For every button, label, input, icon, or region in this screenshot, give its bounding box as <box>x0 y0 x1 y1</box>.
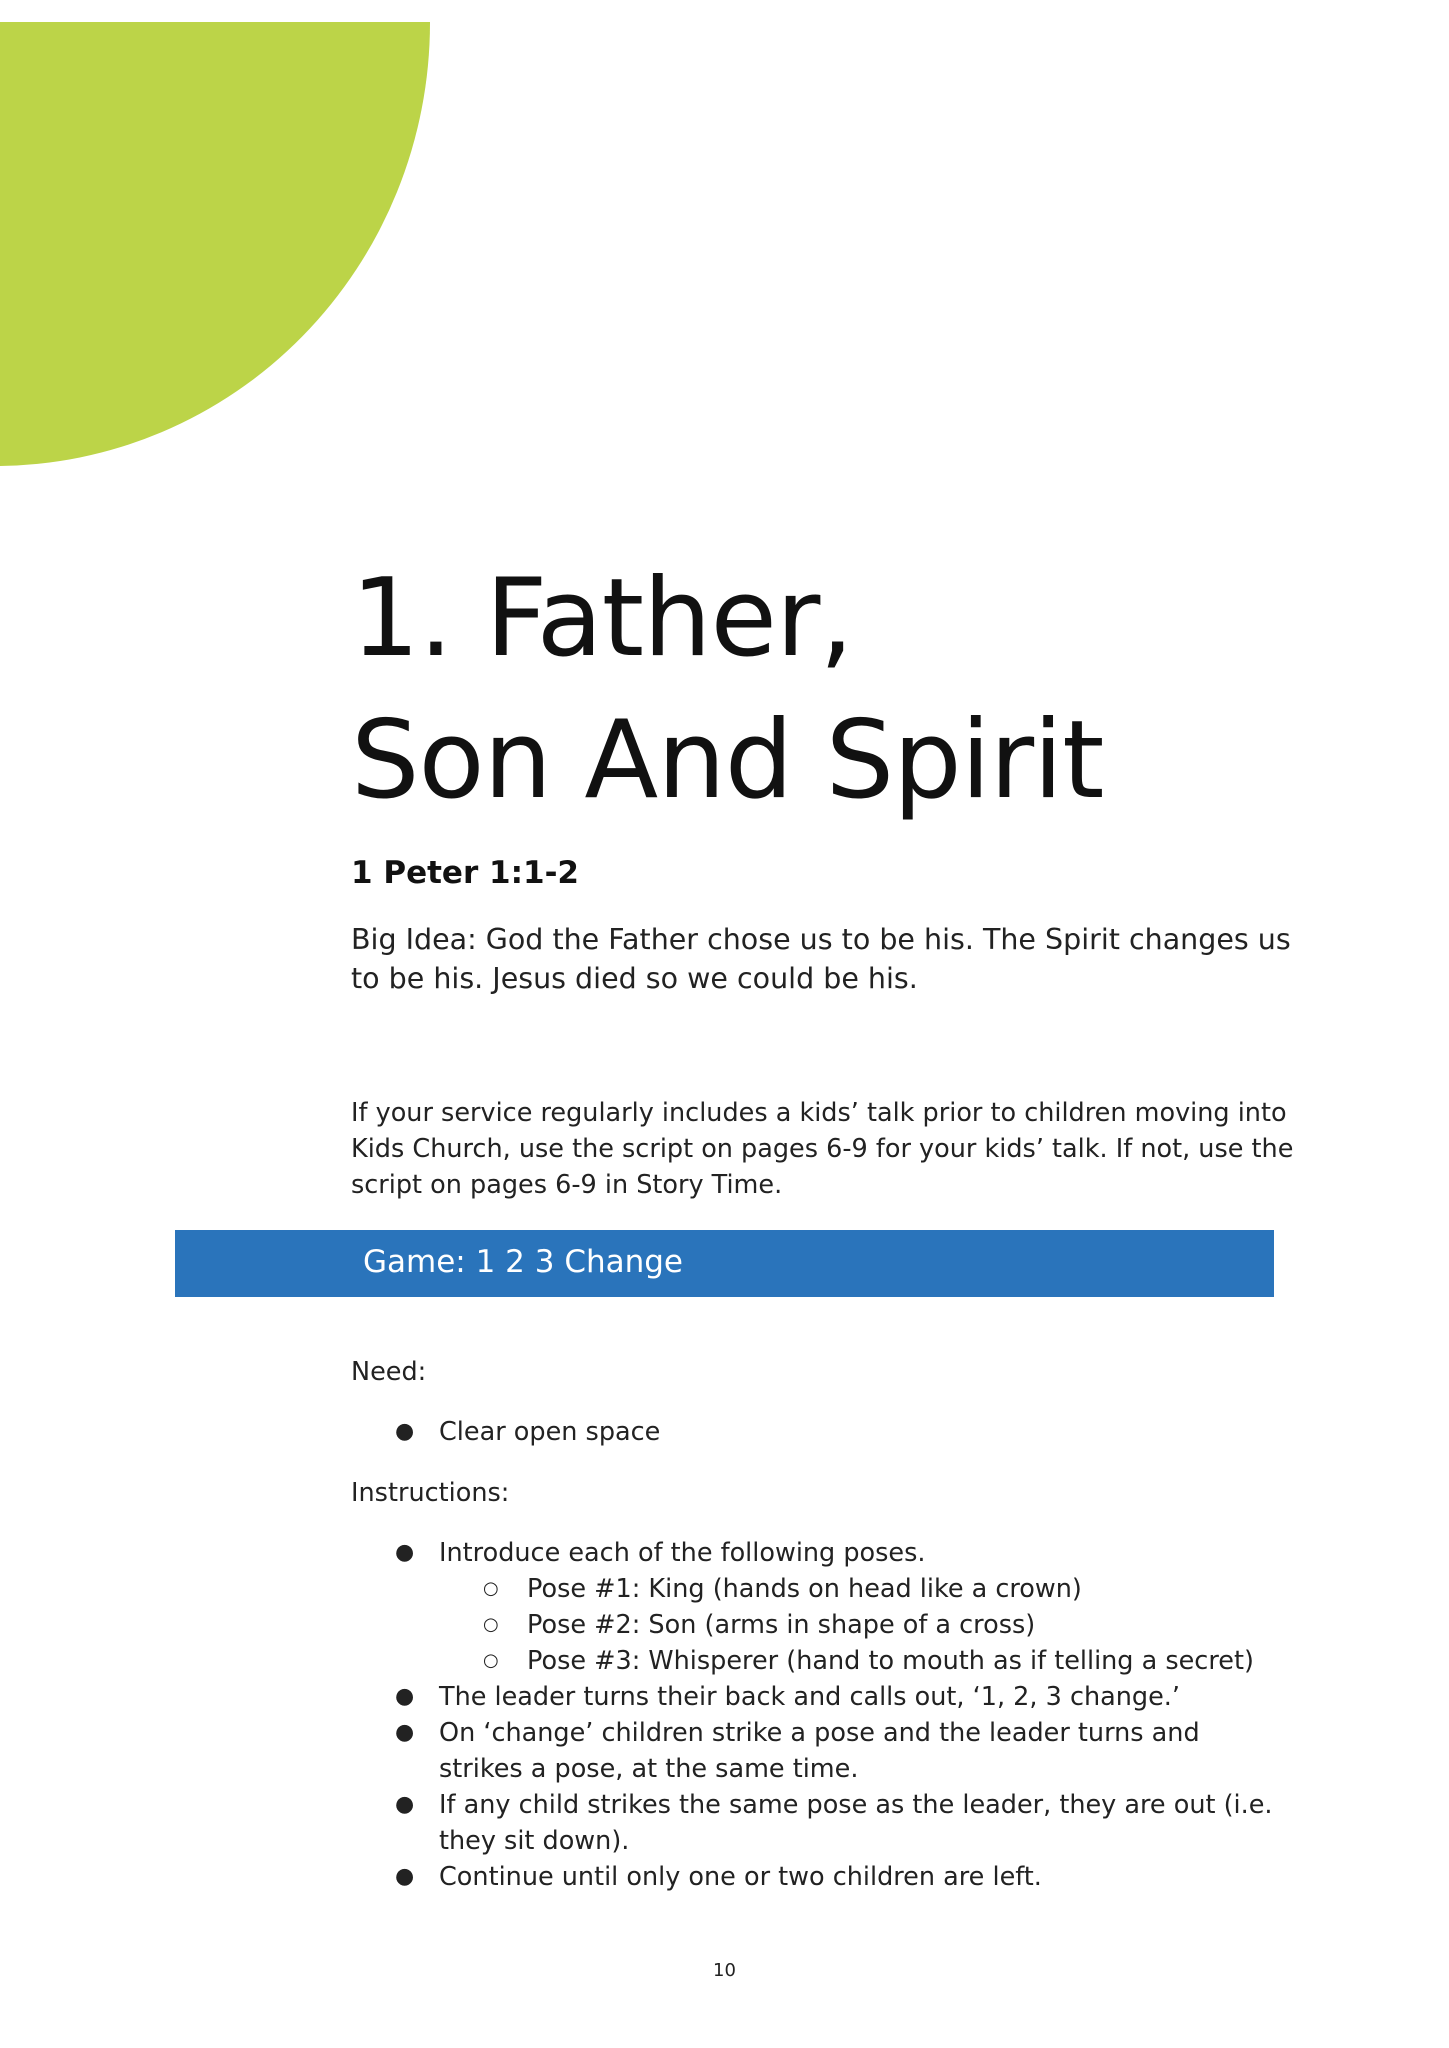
instruction-text: Continue until only one or two children are left. <box>439 1862 1042 1892</box>
scripture-reference: 1 Peter 1:1-2 <box>351 855 580 891</box>
bullet-icon: ● <box>395 1720 415 1745</box>
hollow-bullet-icon: ○ <box>483 1650 499 1671</box>
list-item <box>351 1787 1291 1859</box>
need-item-text: Clear open space <box>439 1417 661 1447</box>
bullet-icon: ● <box>395 1419 415 1444</box>
sub-list-item <box>439 1571 1291 1607</box>
sub-list-item <box>439 1607 1291 1643</box>
need-label: Need: <box>351 1357 427 1387</box>
list-item <box>351 1414 1291 1450</box>
instruction-text: Introduce each of the following poses. <box>439 1538 926 1568</box>
instruction-text: The leader turns their back and calls out, ‘1, 2, 3 change.’ <box>439 1682 1180 1712</box>
instruction-text: If any child strikes the same pose as the leader, they are out (i.e. they sit down). <box>439 1790 1273 1856</box>
list-item <box>351 1535 1291 1679</box>
title-line-2: Son And Spirit <box>351 698 1104 823</box>
top-margin-strip <box>0 0 1449 22</box>
list-item <box>351 1859 1291 1895</box>
bullet-icon: ● <box>395 1792 415 1817</box>
bullet-icon: ● <box>395 1684 415 1709</box>
need-list <box>351 1414 1291 1450</box>
hollow-bullet-icon: ○ <box>483 1614 499 1635</box>
title-line-1: 1. Father, <box>351 556 853 681</box>
intro-paragraph: If your service regularly includes a kids’ talk prior to children moving into Kids Church, use the script on pages 6-9 for your kids’ talk. If not, use the script on pages 6-9 in Story Time. <box>351 1098 1294 1200</box>
big-idea-text: Big Idea: God the Father chose us to be his. The Spirit changes us to be his. Jesus died so we could be his. <box>351 923 1291 995</box>
sub-list-item <box>439 1643 1291 1679</box>
banner-label: Game: 1 2 3 Change <box>363 1244 684 1280</box>
page-title <box>351 548 1104 832</box>
pose-text: Pose #3: Whisperer (hand to mouth as if telling a secret) <box>527 1646 1254 1676</box>
list-item <box>351 1679 1291 1715</box>
pose-sublist <box>439 1571 1291 1679</box>
instructions-list <box>351 1535 1291 1895</box>
bullet-icon: ● <box>395 1540 415 1565</box>
instruction-text: On ‘change’ children strike a pose and the leader turns and strikes a pose, at the same time. <box>439 1718 1200 1784</box>
decorative-green-circle <box>0 0 430 466</box>
pose-text: Pose #2: Son (arms in shape of a cross) <box>527 1610 1036 1640</box>
hollow-bullet-icon: ○ <box>483 1578 499 1599</box>
list-item <box>351 1715 1291 1787</box>
pose-text: Pose #1: King (hands on head like a crown) <box>527 1574 1082 1604</box>
section-banner <box>175 1230 1274 1297</box>
instructions-label: Instructions: <box>351 1478 510 1508</box>
page-number: 10 <box>713 1960 736 1981</box>
bullet-icon: ● <box>395 1864 415 1889</box>
